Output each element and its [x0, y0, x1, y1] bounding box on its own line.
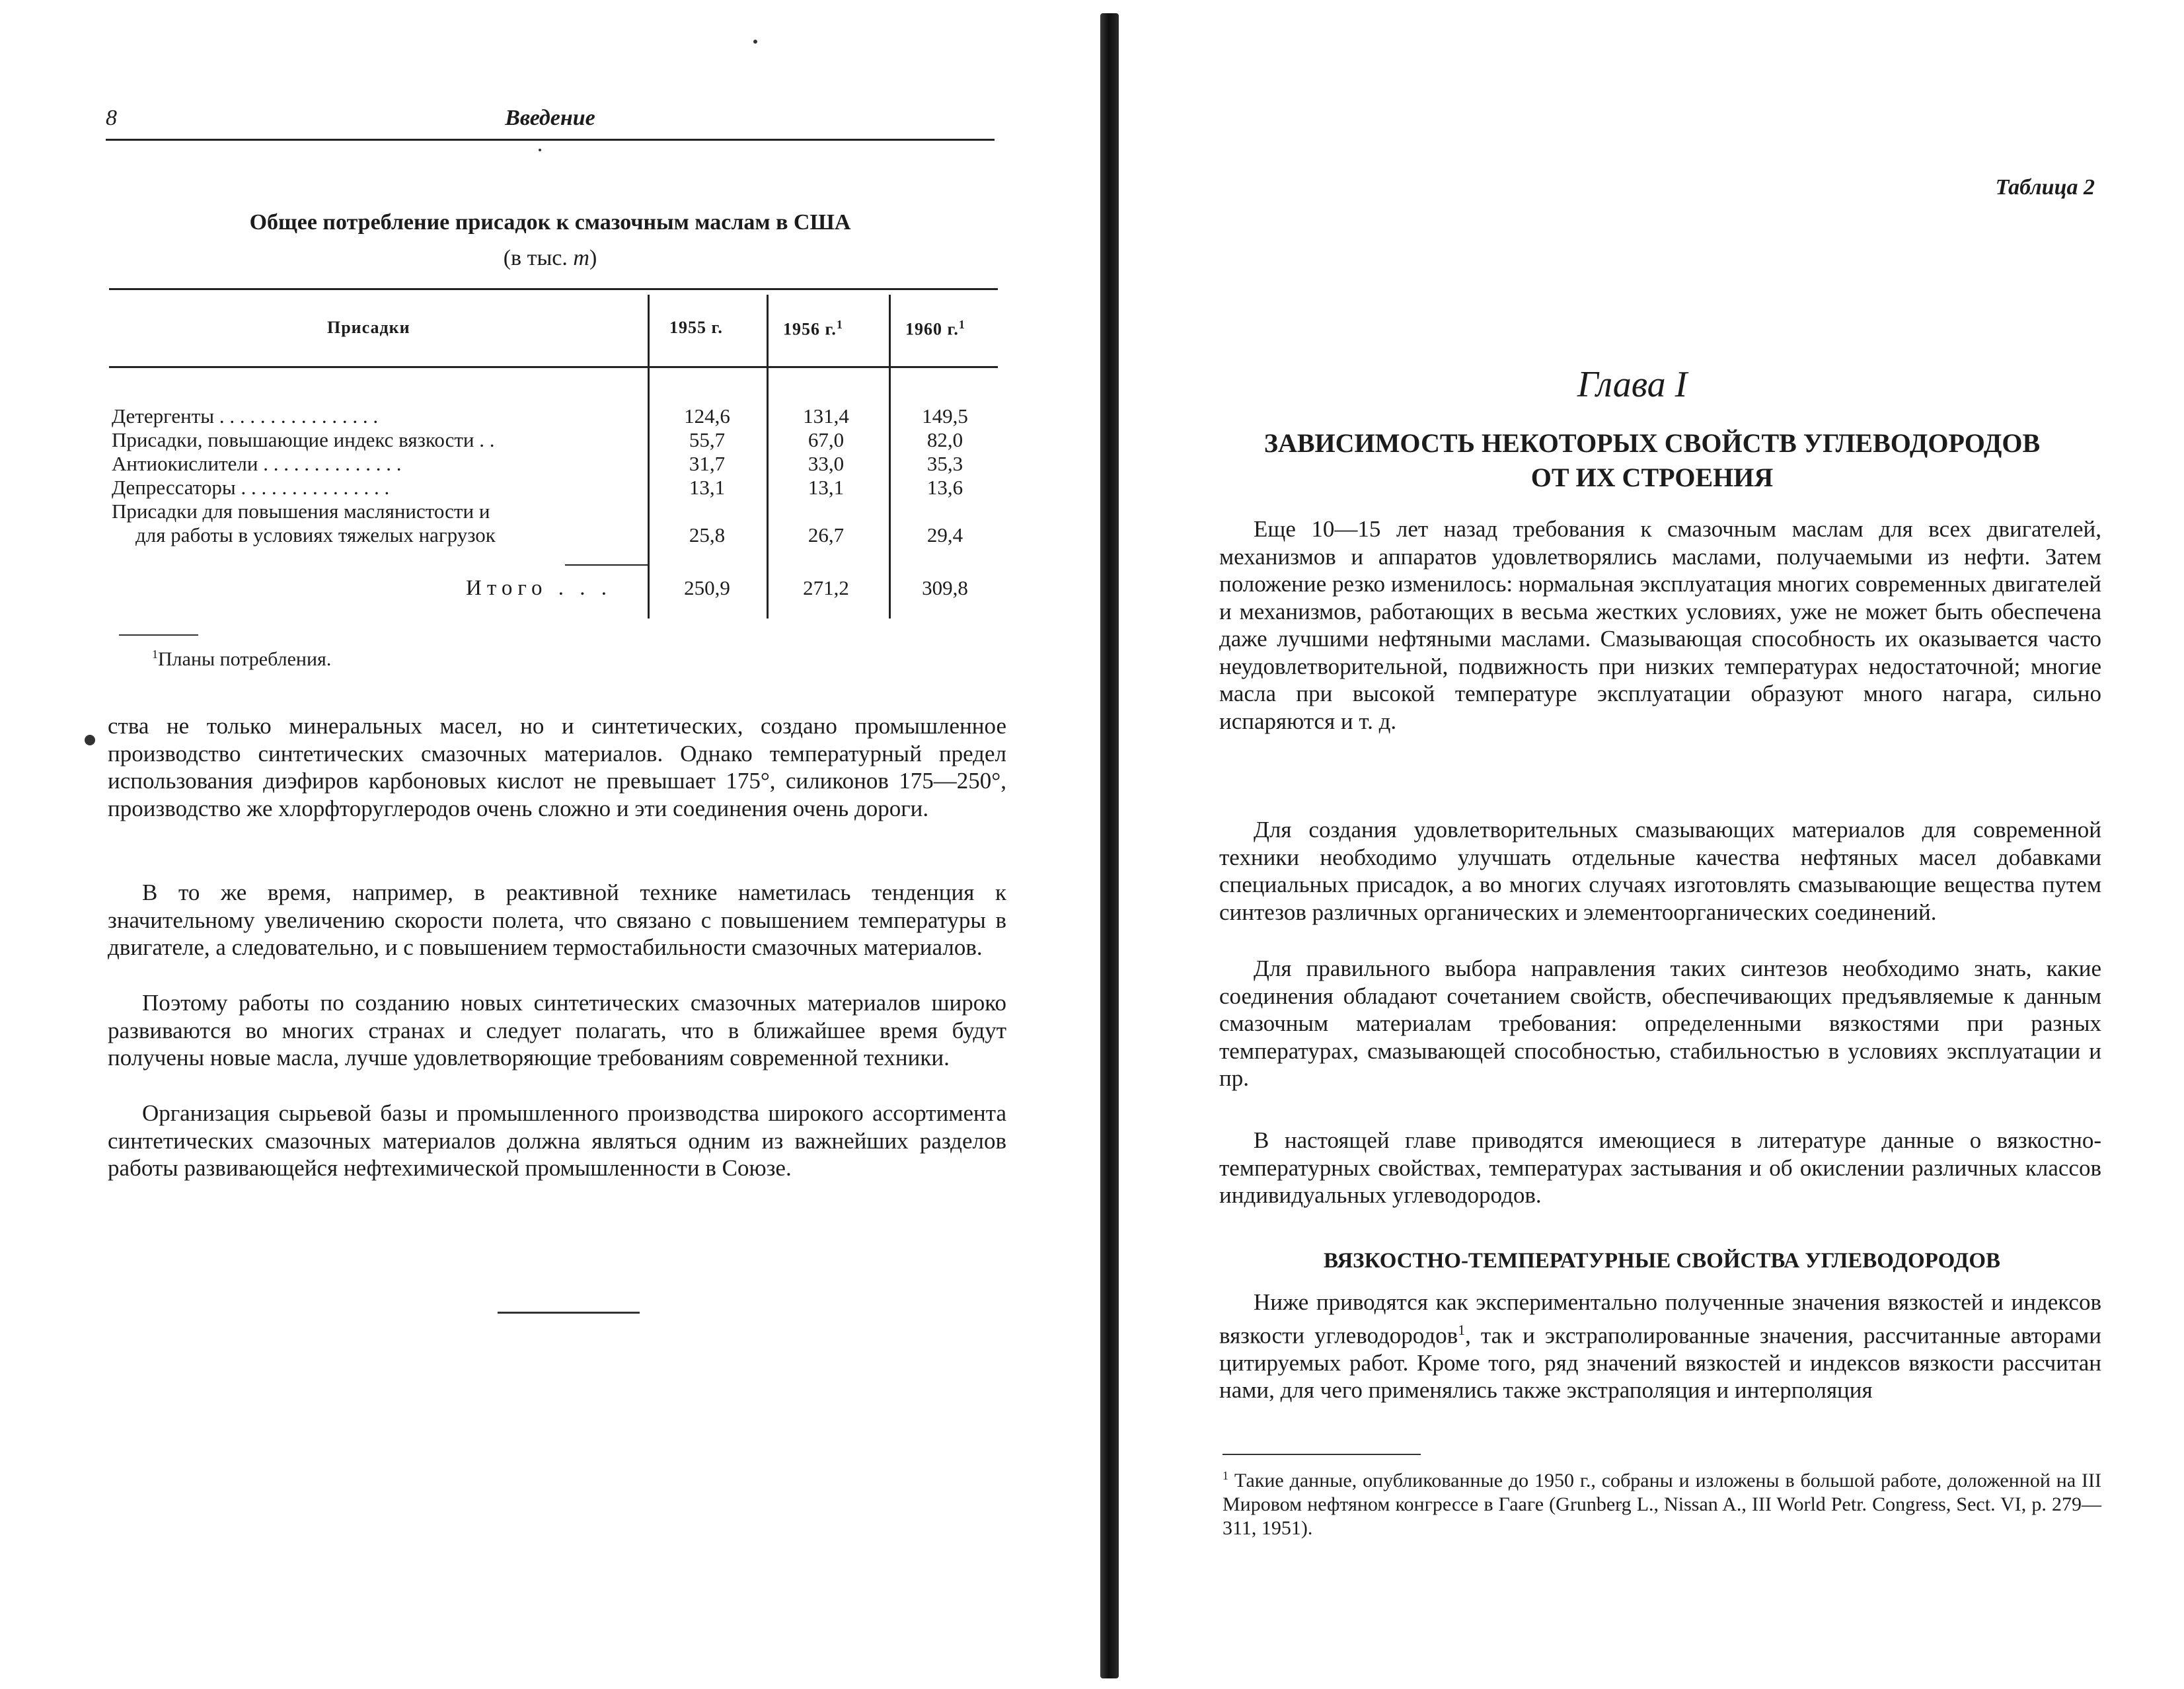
- page-number: 8: [106, 106, 117, 130]
- header-additives: Присадки: [327, 318, 410, 337]
- running-head-title: Введение: [505, 106, 595, 130]
- body-paragraph: Поэтому работы по созданию новых синтетических смазочных материалов широко развиваются во многих странах и следует полагать, что в ближайшее время будут получены новые масла, лучше удовлетворяющие требованиям современной техники.: [108, 990, 1006, 1070]
- body-paragraph: Для правильного выбора направления таких синтезов необходимо знать, какие соединения обладают сочетанием свойств, обеспечивающих предъявляемые к данным смазочным материалам требования: определенными вязкостями при разных температурах, смазывающей способностью, стабильностью в условиях эксплуатации и пр.: [1219, 956, 2101, 1091]
- running-header: [106, 106, 995, 141]
- table-label: Таблица 2: [1995, 175, 2095, 200]
- scan-speck: [753, 40, 757, 44]
- section-heading: ВЯЗКОСТНО-ТЕМПЕРАТУРНЫЕ СВОЙСТВА УГЛЕВОДОРОДОВ: [1323, 1249, 2001, 1273]
- table-subtitle: (в тыс. т): [503, 246, 597, 270]
- table-top-rule: [109, 288, 998, 290]
- body-paragraph: Для создания удовлетворительных смазывающих материалов для современной техники необходимо улучшать отдельные качества нефтяных масел добавками специальных присадок, а во многих случаях изготовлять смазывающие вещества путем синтезов различных органических и элементоорганических соединений.: [1219, 817, 2101, 925]
- table-row: Антиокислители . . . . . . . . . . . . . . 31,7 33,0 35,3: [112, 452, 963, 475]
- end-of-section-rule: [498, 1312, 640, 1314]
- scan-speck: [539, 149, 541, 151]
- body-paragraph: Еще 10—15 лет назад требования к смазочным маслам для всех двигателей, механизмов и аппаратов удовлетворялись маслами, получаемыми из нефти. Затем положение резко изменилось: нормальная эксплуатация многих современных двигателей и механизмов, работающих в весьма жестких условиях, уже не может быть обеспечена даже лучшими нефтяными маслами. Смазывающая способность их оказывается часто неудовлетворительной, подвижность при низких температурах недостаточной; многие масла при высокой температуре эксплуатации образуют много нагара, сильно испаряются и т. д.: [1219, 516, 2101, 734]
- body-paragraph: В то же время, например, в реактивной технике наметилась тенденция к значительному увеличению скорости полета, что связано с повышением температуры в двигателе, а следовательно, и с повышением термостабильности смазочных материалов.: [108, 880, 1006, 960]
- footnote-rule: [1223, 1454, 1421, 1455]
- table-row: Детергенты . . . . . . . . . . . . . . . . 124,6 131,4 149,5: [112, 404, 968, 428]
- body-paragraph: Организация сырьевой базы и промышленного производства широкого ассортимента синтетических смазочных материалов должна являться одним из важнейших разделов работы развивающейся нефтехимической промышленности в Союзе.: [108, 1100, 1006, 1181]
- table-row: Присадки для повышения маслянистости и: [112, 500, 490, 523]
- table-total-row: Итого . . . 250,9 271,2 309,8: [466, 576, 968, 600]
- page-footnote: $^1$ Такие данные, опубликованные до 1950 г., собраны и изложены в большой работе, доложенной на III Мировом нефтяном конгрессе в Гааге (Grunberg L., Nissan A., III World Petr. Congress, Sect. VI, p. 279—311, 1951).: [1223, 1469, 2101, 1539]
- scan-speck: [85, 735, 95, 745]
- table-row-continued: для работы в условиях тяжелых нагрузок 25,8 26,7 29,4: [135, 523, 963, 546]
- table-header-rule: [109, 366, 998, 368]
- table-title: Общее потребление присадок к смазочным маслам в США: [249, 210, 851, 235]
- header-1956: 1956 г.$^1$: [783, 318, 843, 339]
- body-paragraph: ства не только минеральных масел, но и синтетических, создано промышленное производство синтетических смазочных материалов. Однако температурный предел использования диэфиров карбоновых кислот не превышает 175°, силиконов 175—250°, производство же хлорфторуглеродов очень сложно и эти соединения очень дороги.: [108, 713, 1006, 821]
- body-paragraph: Ниже приводятся как экспериментально полученные значения вязкостей и индексов вязкости углеводородов$^1$, так и экстраполированные значения, рассчитанные авторами цитируемых работ. Кроме того, ряд значений вязкостей и индексов вязкости рассчитан нами, для чего применялись также экстраполяция и интерполяция: [1219, 1289, 2101, 1404]
- table-row: Присадки, повышающие индекс вязкости . . 55,7 67,0 82,0: [112, 428, 963, 451]
- chapter-title: ЗАВИСИМОСТЬ НЕКОТОРЫХ СВОЙСТВ УГЛЕВОДОРОДОВ ОТ ИХ СТРОЕНИЯ: [1263, 428, 2041, 492]
- footnote-rule: [119, 634, 198, 636]
- chapter-heading: Глава I: [1577, 364, 1688, 405]
- table-row: Депрессаторы . . . . . . . . . . . . . . . 13,1 13,1 13,6: [112, 476, 963, 499]
- table-footnote: $^1$Планы потребления.: [152, 648, 332, 670]
- total-rule: [565, 564, 648, 566]
- book-gutter: [1100, 13, 1119, 1678]
- header-1960: 1960 г.$^1$: [905, 318, 965, 339]
- header-1955: 1955 г.: [669, 318, 723, 337]
- body-paragraph: В настоящей главе приводятся имеющиеся в литературе данные о вязкостно-температурных свойствах, температурах застывания и об окислении различных классов индивидуальных углеводородов.: [1219, 1127, 2101, 1208]
